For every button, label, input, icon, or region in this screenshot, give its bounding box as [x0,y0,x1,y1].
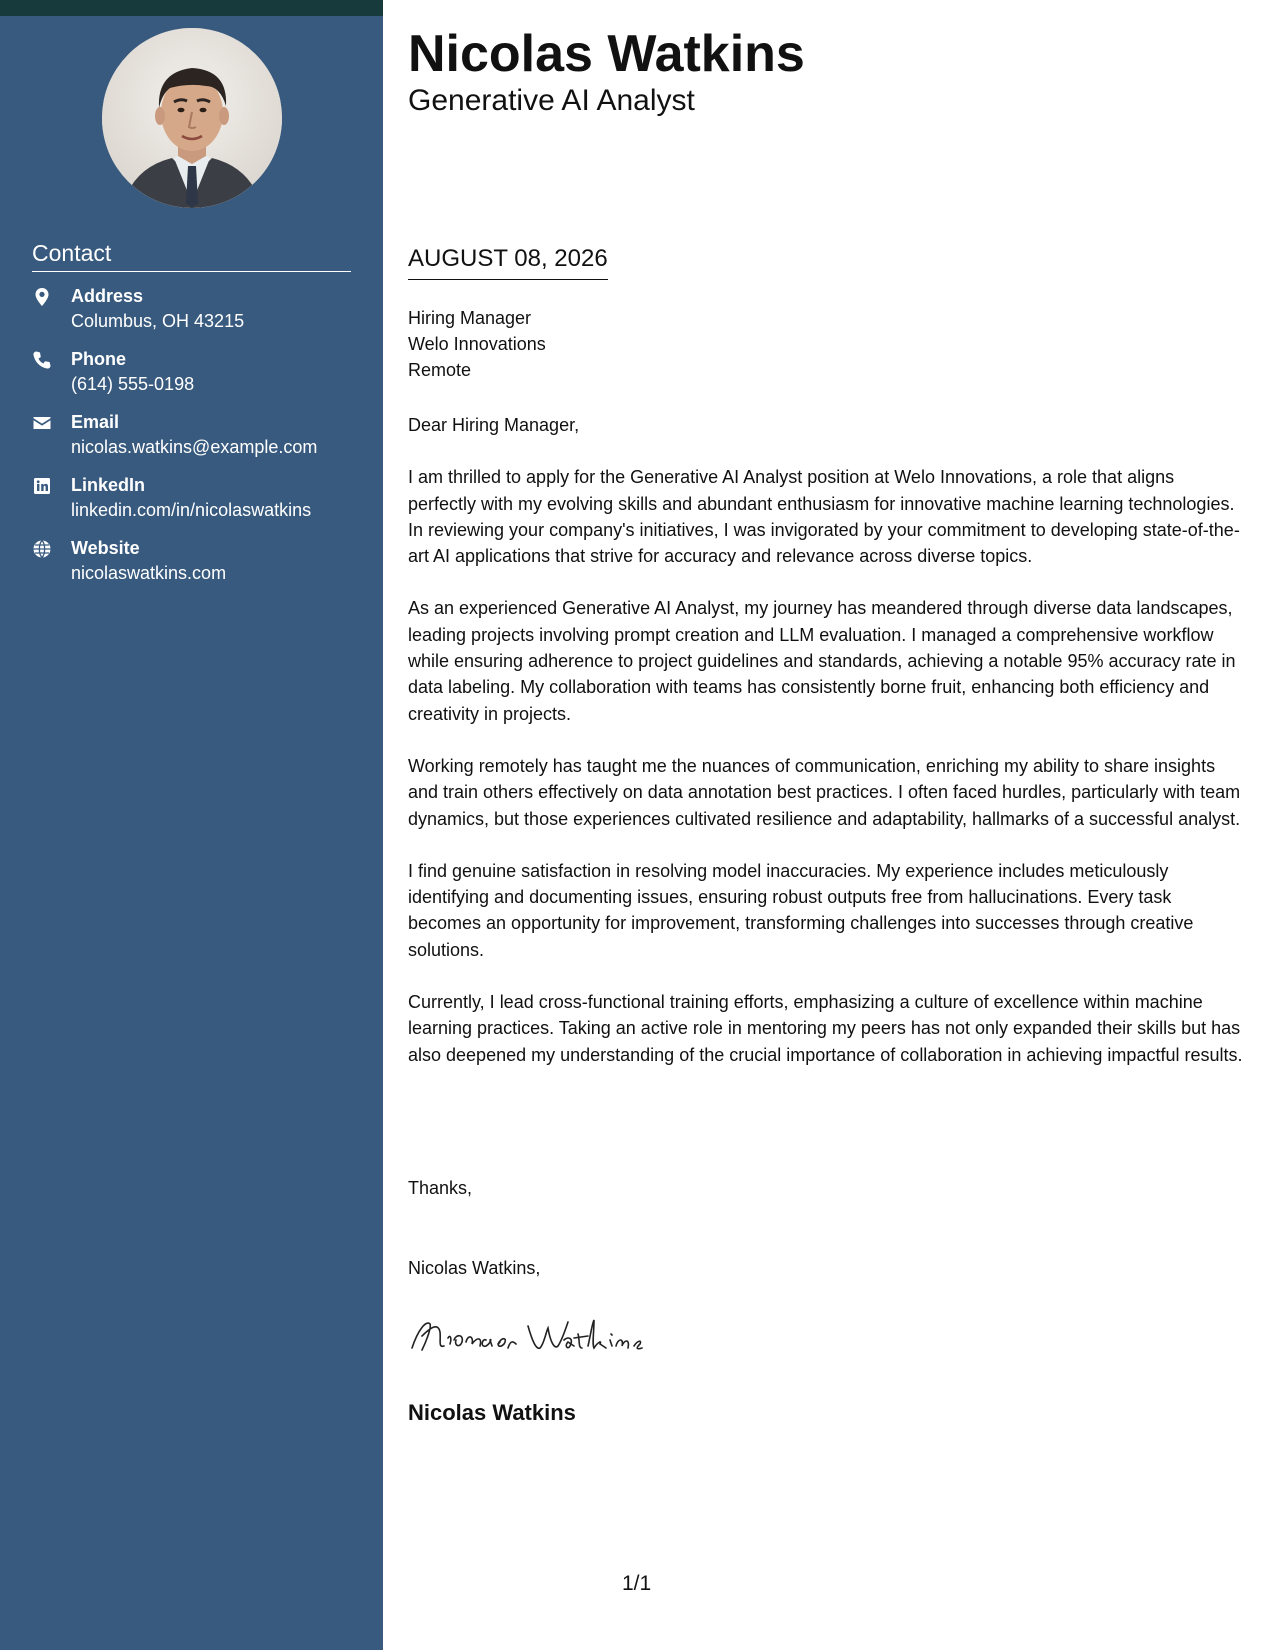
final-name: Nicolas Watkins [408,1400,576,1425]
contact-label-phone: Phone [71,349,127,369]
envelope-icon [32,413,56,435]
page-number: 1/1 [622,1572,652,1595]
contact-item-address [32,284,362,347]
body-paragraph: I am thrilled to apply for the Generative AI Analyst position at Welo Innovations, a role that aligns perfectly with my evolving skills and abundant enthusiasm for innovative machine learning technologies. In reviewing your company's initiatives, I was invigorated by your commitment to developing state-of-the-art AI applications that strive for accuracy and relevance across diverse topics. [408,467,1240,567]
contact-value-phone: (614) 555-0198 [71,374,195,394]
contact-item-phone [32,347,362,410]
phone-icon [32,350,56,372]
contact-label-email: Email [71,412,120,432]
map-pin-icon [32,287,56,309]
profile-photo [102,28,282,208]
contact-item-email [32,410,362,473]
signature [408,1310,678,1360]
recipient-block [408,305,546,383]
recipient-line: Welo Innovations [408,334,546,354]
contact-value-website[interactable]: nicolaswatkins.com [71,563,227,583]
letter-main [408,0,1248,1650]
contact-list [32,284,362,599]
letter-body [408,412,1243,1094]
body-paragraph: Working remotely has taught me the nuances of communication, enriching my ability to share insights and train others effectively on data annotation best practices. I often faced hurdles, particularly with team dynamics, but those experiences cultivated resilience and adaptability, hallmarks of a successful analyst. [408,755,1241,829]
contact-value-address: Columbus, OH 43215 [71,311,245,331]
contact-item-linkedin [32,473,362,536]
closing: Thanks, [408,1178,473,1198]
contact-label-website: Website [71,538,140,558]
body-paragraph: I find genuine satisfaction in resolving model inaccuracies. My experience includes meticulously identifying and documenting issues, ensuring robust outputs free from hallucinations. Every task becomes an opportunity for improvement, transforming challenges into successes through creative solutions. [408,860,1194,960]
sign-off-name: Nicolas Watkins, [408,1258,541,1278]
contact-label-linkedin: LinkedIn [71,475,146,495]
contact-value-email[interactable]: nicolas.watkins@example.com [71,437,318,457]
contact-label-address: Address [71,286,144,306]
recipient-line: Remote [408,360,472,380]
contact-item-website [32,536,362,599]
letter-date: AUGUST 08, 2026 [408,245,608,280]
body-paragraph: Currently, I lead cross-functional training efforts, emphasizing a culture of excellence within machine learning practices. Taking an active role in mentoring my peers has not only expanded their skills but has also deepened my understanding of the crucial importance of collaboration in achieving impactful results. [408,992,1243,1065]
applicant-title: Generative AI Analyst [408,84,695,117]
sidebar [0,0,383,1650]
globe-icon [32,539,56,561]
applicant-name: Nicolas Watkins [408,25,805,83]
body-paragraph: As an experienced Generative AI Analyst, my journey has meandered through diverse data landscapes, leading projects involving prompt creation and LLM evaluation. I managed a comprehensive workflow while ensuring adherence to project guidelines and standards, achieving a notable 95% accuracy rate in data labeling. My collaboration with teams has consistently borne fruit, enhancing both efficiency and creativity in projects. [408,598,1236,724]
contact-heading: Contact [32,240,351,272]
recipient-line: Hiring Manager [408,308,532,328]
sidebar-top-bar [0,0,383,16]
linkedin-icon [32,476,56,498]
portrait-icon [102,28,282,208]
salutation: Dear Hiring Manager, [408,415,580,435]
contact-value-linkedin[interactable]: linkedin.com/in/nicolaswatkins [71,500,312,520]
